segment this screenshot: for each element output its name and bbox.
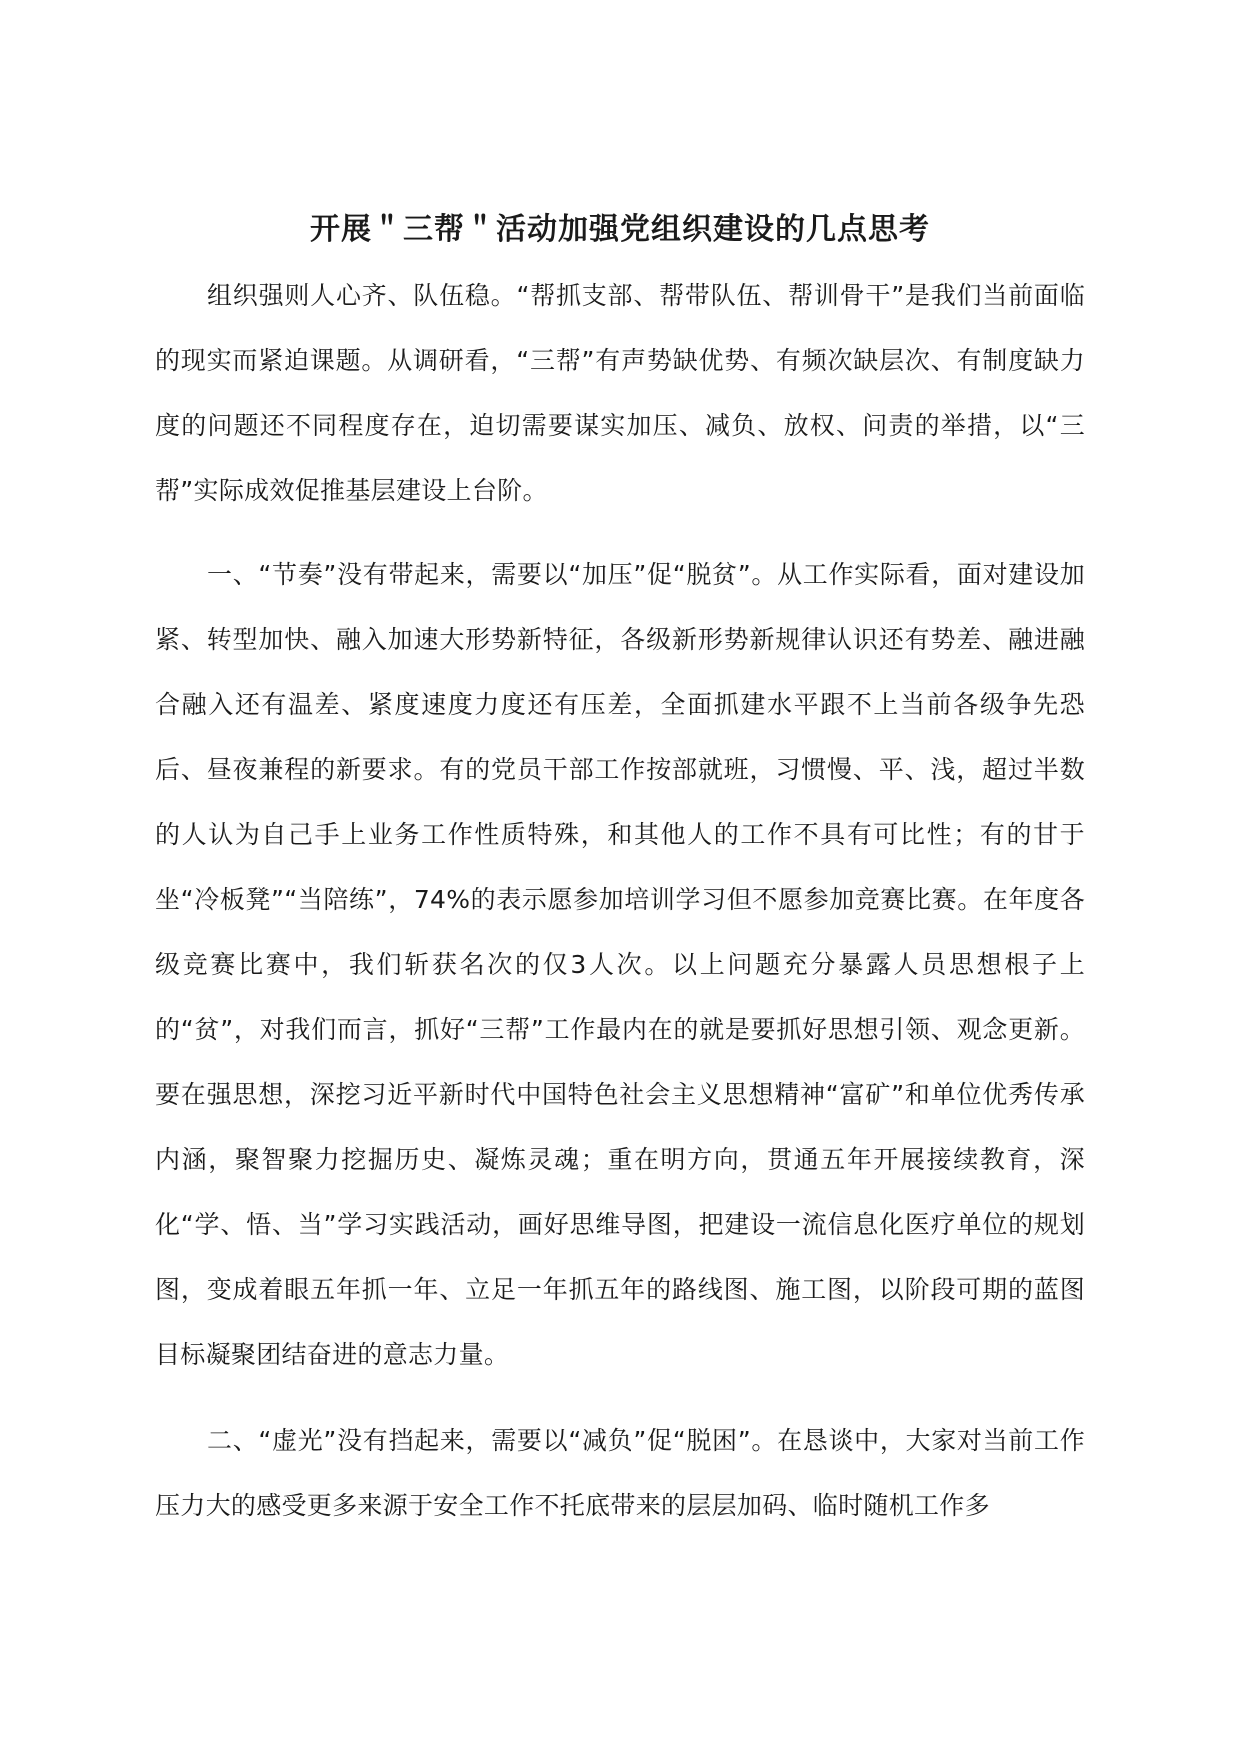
paragraph-intro: 组织强则人心齐、队伍稳。“帮抓支部、帮带队伍、帮训骨干”是我们当前面临的现实而紧迫课题。从调研看，“三帮”有声势缺优势、有频次缺层次、有制度缺力度的问题还不同程度存在，迫切需要谋实加压、减负、放权、问责的举措，以“三帮”实际成效促推基层建设上台阶。 [155, 281, 1085, 505]
paragraph-section-2: 二、“虚光”没有挡起来，需要以“减负”促“脱困”。在恳谈中，大家对当前工作压力大的感受更多来源于安全工作不托底带来的层层加码、临时随机工作多 [155, 1426, 1085, 1520]
document-title: 开展＂三帮＂活动加强党组织建设的几点思考 [310, 212, 930, 248]
paragraph-section-1: 一、“节奏”没有带起来，需要以“加压”促“脱贫”。从工作实际看，面对建设加紧、转型加快、融入加速大形势新特征，各级新形势新规律认识还有势差、融进融合融入还有温差、紧度速度力度还有压差，全面抓建水平跟不上当前各级争先恐后、昼夜兼程的新要求。有的党员干部工作按部就班，习惯慢、平、浅，超过半数的人认为自己手上业务工作性质特殊，和其他人的工作不具有可比性；有的甘于坐“冷板凳”“当陪练”，74%的表示愿参加培训学习但不愿参加竞赛比赛。在年度各级竞赛比赛中，我们斩获名次的仅3人次。以上问题充分暴露人员思想根子上的“贫”，对我们而言，抓好“三帮”工作最内在的就是要抓好思想引领、观念更新。要在强思想，深挖习近平新时代中国特色社会主义思想精神“富矿”和单位优秀传承内涵，聚智聚力挖掘历史、凝炼灵魂；重在明方向，贯通五年开展接续教育，深化“学、悟、当”学习实践活动，画好思维导图，把建设一流信息化医疗单位的规划图，变成着眼五年抓一年、立足一年抓五年的路线图、施工图，以阶段可期的蓝图目标凝聚团结奋进的意志力量。 [155, 560, 1085, 1369]
